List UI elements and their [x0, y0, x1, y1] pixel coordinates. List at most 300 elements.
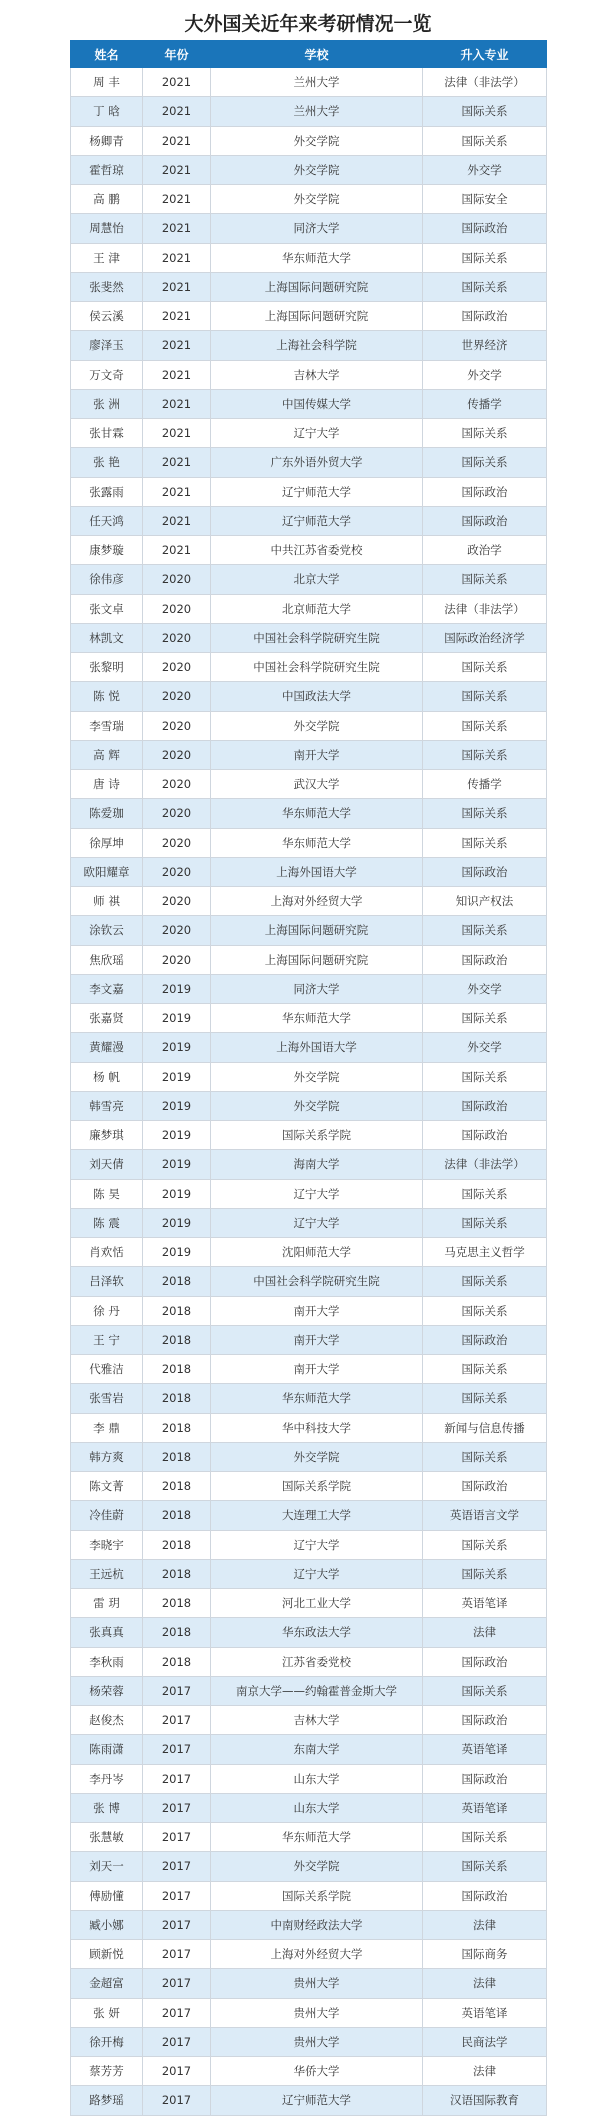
cell-major: 国际政治经济学: [423, 623, 547, 652]
cell-school: 中国传媒大学: [211, 389, 423, 418]
cell-name: 张雪岩: [71, 1384, 143, 1413]
table-row: [71, 974, 547, 1003]
cell-year: 2020: [143, 594, 211, 623]
cell-major: 法律（非法学）: [423, 594, 547, 623]
table-row: [71, 1735, 547, 1764]
cell-year: 2018: [143, 1530, 211, 1559]
table-row: [71, 126, 547, 155]
cell-year: 2018: [143, 1559, 211, 1588]
table-row: [71, 1179, 547, 1208]
cell-school: 华中科技大学: [211, 1413, 423, 1442]
table-row: [71, 389, 547, 418]
header-year: 年份: [143, 41, 211, 68]
cell-school: 中国社会科学院研究生院: [211, 623, 423, 652]
cell-school: 南开大学: [211, 1355, 423, 1384]
table-row: [71, 1530, 547, 1559]
cell-year: 2021: [143, 477, 211, 506]
cell-school: 中共江苏省委党校: [211, 536, 423, 565]
cell-school: 上海国际问题研究院: [211, 272, 423, 301]
cell-school: 南开大学: [211, 1296, 423, 1325]
table-row: [71, 419, 547, 448]
cell-name: 李雪瑞: [71, 711, 143, 740]
cell-year: 2020: [143, 916, 211, 945]
cell-major: 国际关系: [423, 1296, 547, 1325]
cell-name: 雷 玥: [71, 1589, 143, 1618]
cell-school: 华东师范大学: [211, 828, 423, 857]
cell-name: 徐伟彦: [71, 565, 143, 594]
table-row: [71, 1940, 547, 1969]
cell-school: 南开大学: [211, 1325, 423, 1354]
cell-name: 焦欣瑶: [71, 945, 143, 974]
table-row: [71, 185, 547, 214]
table-row: [71, 1647, 547, 1676]
cell-school: 上海对外经贸大学: [211, 1940, 423, 1969]
cell-year: 2018: [143, 1384, 211, 1413]
cell-name: 路梦瑶: [71, 2086, 143, 2115]
cell-school: 外交学院: [211, 711, 423, 740]
cell-school: 上海国际问题研究院: [211, 302, 423, 331]
cell-school: 辽宁大学: [211, 1530, 423, 1559]
cell-major: 国际政治: [423, 302, 547, 331]
cell-major: 国际关系: [423, 1267, 547, 1296]
cell-major: 国际关系: [423, 740, 547, 769]
cell-school: 山东大学: [211, 1764, 423, 1793]
cell-major: 国际关系: [423, 1179, 547, 1208]
cell-year: 2017: [143, 1881, 211, 1910]
cell-name: 徐开梅: [71, 2027, 143, 2056]
cell-year: 2020: [143, 770, 211, 799]
cell-school: 华侨大学: [211, 2057, 423, 2086]
cell-name: 蔡芳芳: [71, 2057, 143, 2086]
cell-year: 2021: [143, 389, 211, 418]
cell-name: 刘天倩: [71, 1150, 143, 1179]
cell-school: 华东政法大学: [211, 1618, 423, 1647]
cell-school: 上海外国语大学: [211, 1033, 423, 1062]
cell-name: 陈 震: [71, 1208, 143, 1237]
header-row: [71, 41, 547, 68]
cell-major: 法律: [423, 1969, 547, 1998]
table-row: [71, 1472, 547, 1501]
cell-major: 国际政治: [423, 1091, 547, 1120]
cell-major: 国际关系: [423, 565, 547, 594]
cell-year: 2017: [143, 1735, 211, 1764]
cell-name: 涂钦云: [71, 916, 143, 945]
cell-name: 陈文菁: [71, 1472, 143, 1501]
cell-major: 国际政治: [423, 857, 547, 886]
cell-major: 国际关系: [423, 828, 547, 857]
cell-major: 知识产权法: [423, 887, 547, 916]
cell-year: 2019: [143, 1238, 211, 1267]
cell-year: 2017: [143, 1940, 211, 1969]
cell-name: 周 丰: [71, 68, 143, 97]
cell-major: 法律: [423, 1910, 547, 1939]
table-row: [71, 243, 547, 272]
cell-name: 陈雨潇: [71, 1735, 143, 1764]
cell-year: 2017: [143, 2027, 211, 2056]
cell-name: 廉梦琪: [71, 1121, 143, 1150]
cell-school: 外交学院: [211, 1852, 423, 1881]
cell-major: 世界经济: [423, 331, 547, 360]
cell-year: 2018: [143, 1296, 211, 1325]
cell-name: 杨 帆: [71, 1062, 143, 1091]
table-row: [71, 828, 547, 857]
cell-name: 徐厚坤: [71, 828, 143, 857]
table-row: [71, 1267, 547, 1296]
cell-school: 兰州大学: [211, 68, 423, 97]
table-row: [71, 1998, 547, 2027]
cell-major: 国际关系: [423, 1062, 547, 1091]
cell-name: 张 博: [71, 1793, 143, 1822]
table-row: [71, 1208, 547, 1237]
cell-major: 英语笔译: [423, 1998, 547, 2027]
cell-major: 国际关系: [423, 126, 547, 155]
cell-year: 2020: [143, 740, 211, 769]
cell-major: 国际政治: [423, 1647, 547, 1676]
cell-school: 辽宁师范大学: [211, 506, 423, 535]
cell-major: 英语笔译: [423, 1793, 547, 1822]
cell-major: 外交学: [423, 155, 547, 184]
cell-name: 李晓宇: [71, 1530, 143, 1559]
cell-name: 张慧敏: [71, 1823, 143, 1852]
cell-year: 2021: [143, 243, 211, 272]
cell-name: 张嘉贤: [71, 1004, 143, 1033]
table-row: [71, 1764, 547, 1793]
cell-school: 辽宁师范大学: [211, 477, 423, 506]
cell-year: 2021: [143, 185, 211, 214]
table-row: [71, 302, 547, 331]
cell-major: 国际政治: [423, 1764, 547, 1793]
cell-major: 英语语言文学: [423, 1501, 547, 1530]
cell-name: 康梦璇: [71, 536, 143, 565]
cell-year: 2021: [143, 97, 211, 126]
cell-year: 2019: [143, 1062, 211, 1091]
cell-name: 任天鸿: [71, 506, 143, 535]
cell-school: 国际关系学院: [211, 1121, 423, 1150]
header-school: 学校: [211, 41, 423, 68]
table-row: [71, 799, 547, 828]
cell-major: 国际关系: [423, 1442, 547, 1471]
cell-year: 2019: [143, 1208, 211, 1237]
table-row: [71, 1062, 547, 1091]
cell-major: 国际政治: [423, 1881, 547, 1910]
cell-school: 中国社会科学院研究生院: [211, 653, 423, 682]
table-row: [71, 1325, 547, 1354]
cell-name: 师 祺: [71, 887, 143, 916]
cell-major: 新闻与信息传播: [423, 1413, 547, 1442]
cell-school: 海南大学: [211, 1150, 423, 1179]
cell-year: 2018: [143, 1472, 211, 1501]
table-row: [71, 1589, 547, 1618]
cell-major: 国际关系: [423, 1355, 547, 1384]
cell-year: 2019: [143, 1150, 211, 1179]
cell-school: 辽宁大学: [211, 1179, 423, 1208]
cell-name: 王 宁: [71, 1325, 143, 1354]
cell-school: 外交学院: [211, 1442, 423, 1471]
table-row: [71, 1910, 547, 1939]
cell-school: 外交学院: [211, 126, 423, 155]
table-row: [71, 711, 547, 740]
cell-major: 外交学: [423, 974, 547, 1003]
cell-year: 2018: [143, 1355, 211, 1384]
cell-school: 南开大学: [211, 740, 423, 769]
cell-major: 国际关系: [423, 1530, 547, 1559]
cell-school: 辽宁大学: [211, 419, 423, 448]
cell-name: 高 辉: [71, 740, 143, 769]
cell-name: 李文嘉: [71, 974, 143, 1003]
cell-major: 国际关系: [423, 419, 547, 448]
cell-year: 2017: [143, 1998, 211, 2027]
table-row: [71, 1618, 547, 1647]
cell-name: 李丹岑: [71, 1764, 143, 1793]
cell-school: 上海对外经贸大学: [211, 887, 423, 916]
cell-name: 高 鹏: [71, 185, 143, 214]
table-row: [71, 1004, 547, 1033]
table-row: [71, 740, 547, 769]
header-name: 姓名: [71, 41, 143, 68]
cell-school: 上海外国语大学: [211, 857, 423, 886]
cell-major: 法律（非法学）: [423, 1150, 547, 1179]
table-row: [71, 214, 547, 243]
cell-school: 华东师范大学: [211, 243, 423, 272]
cell-year: 2020: [143, 623, 211, 652]
cell-school: 沈阳师范大学: [211, 1238, 423, 1267]
cell-school: 贵州大学: [211, 1998, 423, 2027]
table-row: [71, 155, 547, 184]
table-row: [71, 1881, 547, 1910]
cell-major: 传播学: [423, 389, 547, 418]
cell-year: 2017: [143, 2057, 211, 2086]
cell-name: 侯云溪: [71, 302, 143, 331]
table-row: [71, 1091, 547, 1120]
cell-major: 国际关系: [423, 1852, 547, 1881]
cell-name: 黄耀漫: [71, 1033, 143, 1062]
cell-name: 代雅洁: [71, 1355, 143, 1384]
cell-major: 国际政治: [423, 477, 547, 506]
cell-year: 2018: [143, 1413, 211, 1442]
cell-name: 韩方爽: [71, 1442, 143, 1471]
cell-school: 江苏省委党校: [211, 1647, 423, 1676]
cell-major: 国际政治: [423, 945, 547, 974]
cell-major: 国际关系: [423, 272, 547, 301]
cell-name: 王 津: [71, 243, 143, 272]
cell-major: 国际关系: [423, 1676, 547, 1705]
cell-year: 2018: [143, 1442, 211, 1471]
cell-school: 同济大学: [211, 974, 423, 1003]
cell-major: 国际关系: [423, 1004, 547, 1033]
table-row: [71, 1413, 547, 1442]
cell-name: 万文奇: [71, 360, 143, 389]
cell-school: 上海社会科学院: [211, 331, 423, 360]
cell-school: 华东师范大学: [211, 799, 423, 828]
cell-name: 吕泽软: [71, 1267, 143, 1296]
table-row: [71, 536, 547, 565]
cell-school: 山东大学: [211, 1793, 423, 1822]
cell-school: 吉林大学: [211, 1706, 423, 1735]
table-row: [71, 272, 547, 301]
cell-year: 2018: [143, 1325, 211, 1354]
cell-major: 国际关系: [423, 682, 547, 711]
cell-year: 2019: [143, 1121, 211, 1150]
cell-major: 政治学: [423, 536, 547, 565]
table-row: [71, 1121, 547, 1150]
cell-school: 兰州大学: [211, 97, 423, 126]
cell-name: 霍哲琼: [71, 155, 143, 184]
cell-major: 汉语国际教育: [423, 2086, 547, 2115]
header-major: 升入专业: [423, 41, 547, 68]
cell-name: 臧小娜: [71, 1910, 143, 1939]
table-row: [71, 1793, 547, 1822]
cell-year: 2020: [143, 887, 211, 916]
cell-year: 2018: [143, 1647, 211, 1676]
cell-year: 2017: [143, 1706, 211, 1735]
cell-year: 2020: [143, 565, 211, 594]
cell-year: 2018: [143, 1589, 211, 1618]
table-row: [71, 565, 547, 594]
table-row: [71, 1150, 547, 1179]
table-row: [71, 2027, 547, 2056]
table-row: [71, 2057, 547, 2086]
cell-year: 2021: [143, 331, 211, 360]
cell-major: 国际关系: [423, 916, 547, 945]
cell-major: 法律: [423, 2057, 547, 2086]
cell-school: 广东外语外贸大学: [211, 448, 423, 477]
cell-major: 国际关系: [423, 448, 547, 477]
cell-school: 华东师范大学: [211, 1004, 423, 1033]
cell-year: 2021: [143, 155, 211, 184]
cell-name: 王远杭: [71, 1559, 143, 1588]
cell-name: 周慧怡: [71, 214, 143, 243]
cell-year: 2017: [143, 1764, 211, 1793]
cell-year: 2021: [143, 419, 211, 448]
cell-name: 张甘霖: [71, 419, 143, 448]
cell-major: 民商法学: [423, 2027, 547, 2056]
cell-year: 2020: [143, 857, 211, 886]
cell-school: 外交学院: [211, 1062, 423, 1091]
cell-name: 杨荣蓉: [71, 1676, 143, 1705]
cell-school: 河北工业大学: [211, 1589, 423, 1618]
cell-year: 2021: [143, 302, 211, 331]
table-row: [71, 770, 547, 799]
cell-major: 国际商务: [423, 1940, 547, 1969]
cell-name: 赵俊杰: [71, 1706, 143, 1735]
cell-year: 2020: [143, 828, 211, 857]
cell-year: 2018: [143, 1618, 211, 1647]
cell-school: 中南财经政法大学: [211, 1910, 423, 1939]
cell-major: 英语笔译: [423, 1735, 547, 1764]
cell-school: 上海国际问题研究院: [211, 916, 423, 945]
table-row: [71, 506, 547, 535]
cell-major: 国际安全: [423, 185, 547, 214]
table-row: [71, 1852, 547, 1881]
table-row: [71, 448, 547, 477]
cell-major: 国际关系: [423, 1384, 547, 1413]
cell-name: 傅励懂: [71, 1881, 143, 1910]
cell-name: 陈 悦: [71, 682, 143, 711]
table-row: [71, 682, 547, 711]
cell-school: 贵州大学: [211, 1969, 423, 1998]
cell-school: 外交学院: [211, 185, 423, 214]
table-row: [71, 887, 547, 916]
cell-major: 马克思主义哲学: [423, 1238, 547, 1267]
cell-major: 国际政治: [423, 1121, 547, 1150]
table-row: [71, 2086, 547, 2115]
cell-school: 东南大学: [211, 1735, 423, 1764]
table-row: [71, 1969, 547, 1998]
cell-year: 2019: [143, 1179, 211, 1208]
table-row: [71, 1384, 547, 1413]
cell-year: 2017: [143, 1910, 211, 1939]
cell-major: 国际关系: [423, 97, 547, 126]
cell-year: 2021: [143, 448, 211, 477]
table-row: [71, 331, 547, 360]
table-row: [71, 857, 547, 886]
cell-school: 中国政法大学: [211, 682, 423, 711]
table-row: [71, 360, 547, 389]
cell-name: 李秋雨: [71, 1647, 143, 1676]
cell-year: 2018: [143, 1501, 211, 1530]
table-row: [71, 1676, 547, 1705]
cell-school: 贵州大学: [211, 2027, 423, 2056]
cell-school: 辽宁大学: [211, 1208, 423, 1237]
cell-name: 廖泽玉: [71, 331, 143, 360]
table-row: [71, 1559, 547, 1588]
cell-major: 国际政治: [423, 214, 547, 243]
cell-school: 北京师范大学: [211, 594, 423, 623]
cell-school: 辽宁大学: [211, 1559, 423, 1588]
cell-name: 张露雨: [71, 477, 143, 506]
cell-school: 华东师范大学: [211, 1384, 423, 1413]
table-row: [71, 916, 547, 945]
table-row: [71, 1355, 547, 1384]
cell-major: 国际关系: [423, 1823, 547, 1852]
cell-name: 徐 丹: [71, 1296, 143, 1325]
cell-major: 法律: [423, 1618, 547, 1647]
cell-year: 2019: [143, 974, 211, 1003]
cell-name: 欧阳耀章: [71, 857, 143, 886]
table-row: [71, 1296, 547, 1325]
cell-name: 李 鼎: [71, 1413, 143, 1442]
cell-school: 外交学院: [211, 155, 423, 184]
cell-major: 国际关系: [423, 243, 547, 272]
cell-name: 张真真: [71, 1618, 143, 1647]
table-row: [71, 1442, 547, 1471]
cell-year: 2020: [143, 682, 211, 711]
cell-year: 2019: [143, 1091, 211, 1120]
table-row: [71, 1706, 547, 1735]
cell-name: 张 艳: [71, 448, 143, 477]
cell-school: 国际关系学院: [211, 1472, 423, 1501]
cell-name: 张 洲: [71, 389, 143, 418]
cell-name: 肖欢恬: [71, 1238, 143, 1267]
cell-year: 2021: [143, 360, 211, 389]
cell-year: 2021: [143, 68, 211, 97]
cell-major: 国际关系: [423, 1559, 547, 1588]
table-row: [71, 653, 547, 682]
cell-name: 刘天一: [71, 1852, 143, 1881]
cell-major: 外交学: [423, 360, 547, 389]
cell-name: 张文卓: [71, 594, 143, 623]
cell-year: 2018: [143, 1267, 211, 1296]
cell-year: 2017: [143, 1969, 211, 1998]
cell-year: 2017: [143, 1793, 211, 1822]
cell-school: 大连理工大学: [211, 1501, 423, 1530]
cell-year: 2020: [143, 653, 211, 682]
cell-major: 国际政治: [423, 1706, 547, 1735]
cell-year: 2021: [143, 272, 211, 301]
cell-year: 2017: [143, 1676, 211, 1705]
table-row: [71, 1501, 547, 1530]
table-title: 大外国关近年来考研情况一览: [184, 12, 432, 35]
